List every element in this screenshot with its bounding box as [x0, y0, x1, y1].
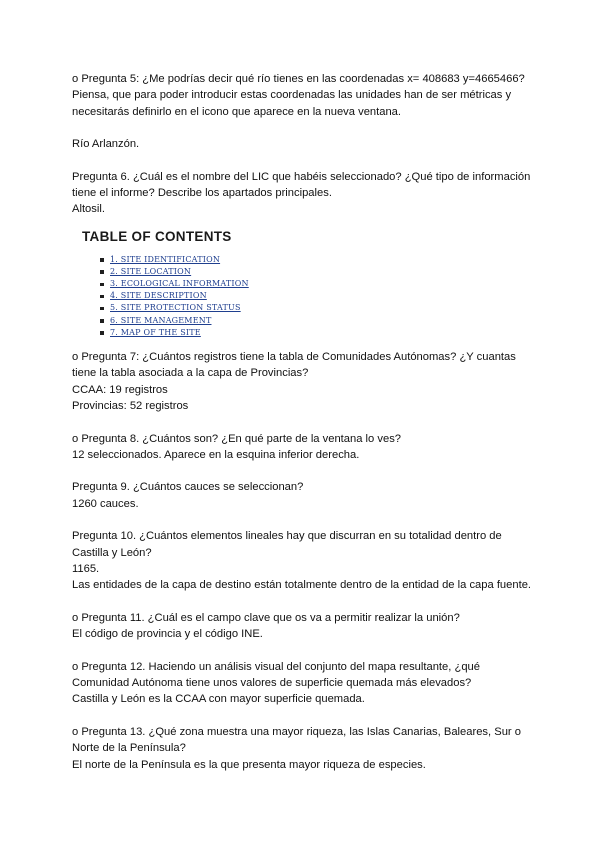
q7-question-line: o Pregunta 7: ¿Cuántos registros tiene la tabla de Comunidades Autónomas? ¿Y cuantas [72, 351, 516, 364]
q9-answer: 1260 cauces. [72, 497, 139, 510]
q5-answer: Río Arlanzón. [72, 138, 140, 151]
q11-answer: El código de provincia y el código INE. [72, 628, 263, 641]
q12-question-line: Comunidad Autónoma tiene unos valores de superficie quemada más elevados? [72, 677, 472, 690]
q10-question-line: Castilla y León? [72, 546, 152, 559]
q11-question-line: o Pregunta 11. ¿Cuál es el campo clave que os va a permitir realizar la unión? [72, 611, 460, 624]
q7-answer: Provincias: 52 registros [72, 399, 189, 412]
q6-answer: Altosil. [72, 203, 105, 216]
q6-question-line: tiene el informe? Describe los apartados principales. [72, 187, 332, 200]
q5-question-line: Piensa, que para poder introducir estas coordenadas las unidades han de ser métricas y [72, 89, 512, 102]
q10-answer: Las entidades de la capa de destino están totalmente dentro de la entidad de la capa fuente. [72, 579, 532, 592]
toc-link-site-management[interactable]: 6. SITE MANAGEMENT [110, 315, 302, 327]
toc-link-site-identification[interactable]: 1. SITE IDENTIFICATION [110, 254, 302, 266]
toc-link-site-protection-status[interactable]: 5. SITE PROTECTION STATUS [110, 302, 302, 314]
toc-title: TABLE OF CONTENTS [82, 228, 232, 244]
q13-question-line: o Pregunta 13. ¿Qué zona muestra una mayor riqueza, las Islas Canarias, Baleares, Sur o [72, 725, 521, 738]
q13-answer: El norte de la Península es la que presenta mayor riqueza de especies. [72, 758, 426, 771]
q8-answer: 12 seleccionados. Aparece en la esquina inferior derecha. [72, 448, 360, 461]
toc-list [82, 254, 302, 339]
q9-question-line: Pregunta 9. ¿Cuántos cauces se seleccionan? [72, 481, 304, 494]
toc-link-site-location[interactable]: 2. SITE LOCATION [110, 266, 302, 278]
q10-question-line: Pregunta 10. ¿Cuántos elementos lineales hay que discurran en su totalidad dentro de [72, 530, 502, 543]
table-of-contents [82, 229, 302, 339]
toc-link-map-of-the-site[interactable]: 7. MAP OF THE SITE [110, 327, 302, 339]
q12-question-line: o Pregunta 12. Haciendo un análisis visual del conjunto del mapa resultante, ¿qué [72, 660, 480, 673]
q12-answer: Castilla y León es la CCAA con mayor superficie quemada. [72, 693, 365, 706]
q5-question-line: necesitarás definirlo en el icono que aparece en la nueva ventana. [72, 105, 402, 118]
q8-question-line: o Pregunta 8. ¿Cuántos son? ¿En qué parte de la ventana lo ves? [72, 432, 402, 445]
q13-question-line: Norte de la Península? [72, 742, 186, 755]
toc-link-site-description[interactable]: 4. SITE DESCRIPTION [110, 290, 302, 302]
q5-question-line: o Pregunta 5: ¿Me podrías decir qué río tienes en las coordenadas x= 408683 y=4665466? [72, 73, 525, 85]
q10-answer: 1165. [72, 562, 100, 575]
toc-link-ecological-information[interactable]: 3. ECOLOGICAL INFORMATION [110, 278, 302, 290]
q6-question-line: Pregunta 6. ¿Cuál es el nombre del LIC que habéis seleccionado? ¿Qué tipo de información [72, 170, 531, 183]
q7-answer: CCAA: 19 registros [72, 383, 168, 396]
document-body [72, 71, 542, 773]
q7-question-line: tiene la tabla asociada a la capa de Provincias? [72, 367, 309, 380]
